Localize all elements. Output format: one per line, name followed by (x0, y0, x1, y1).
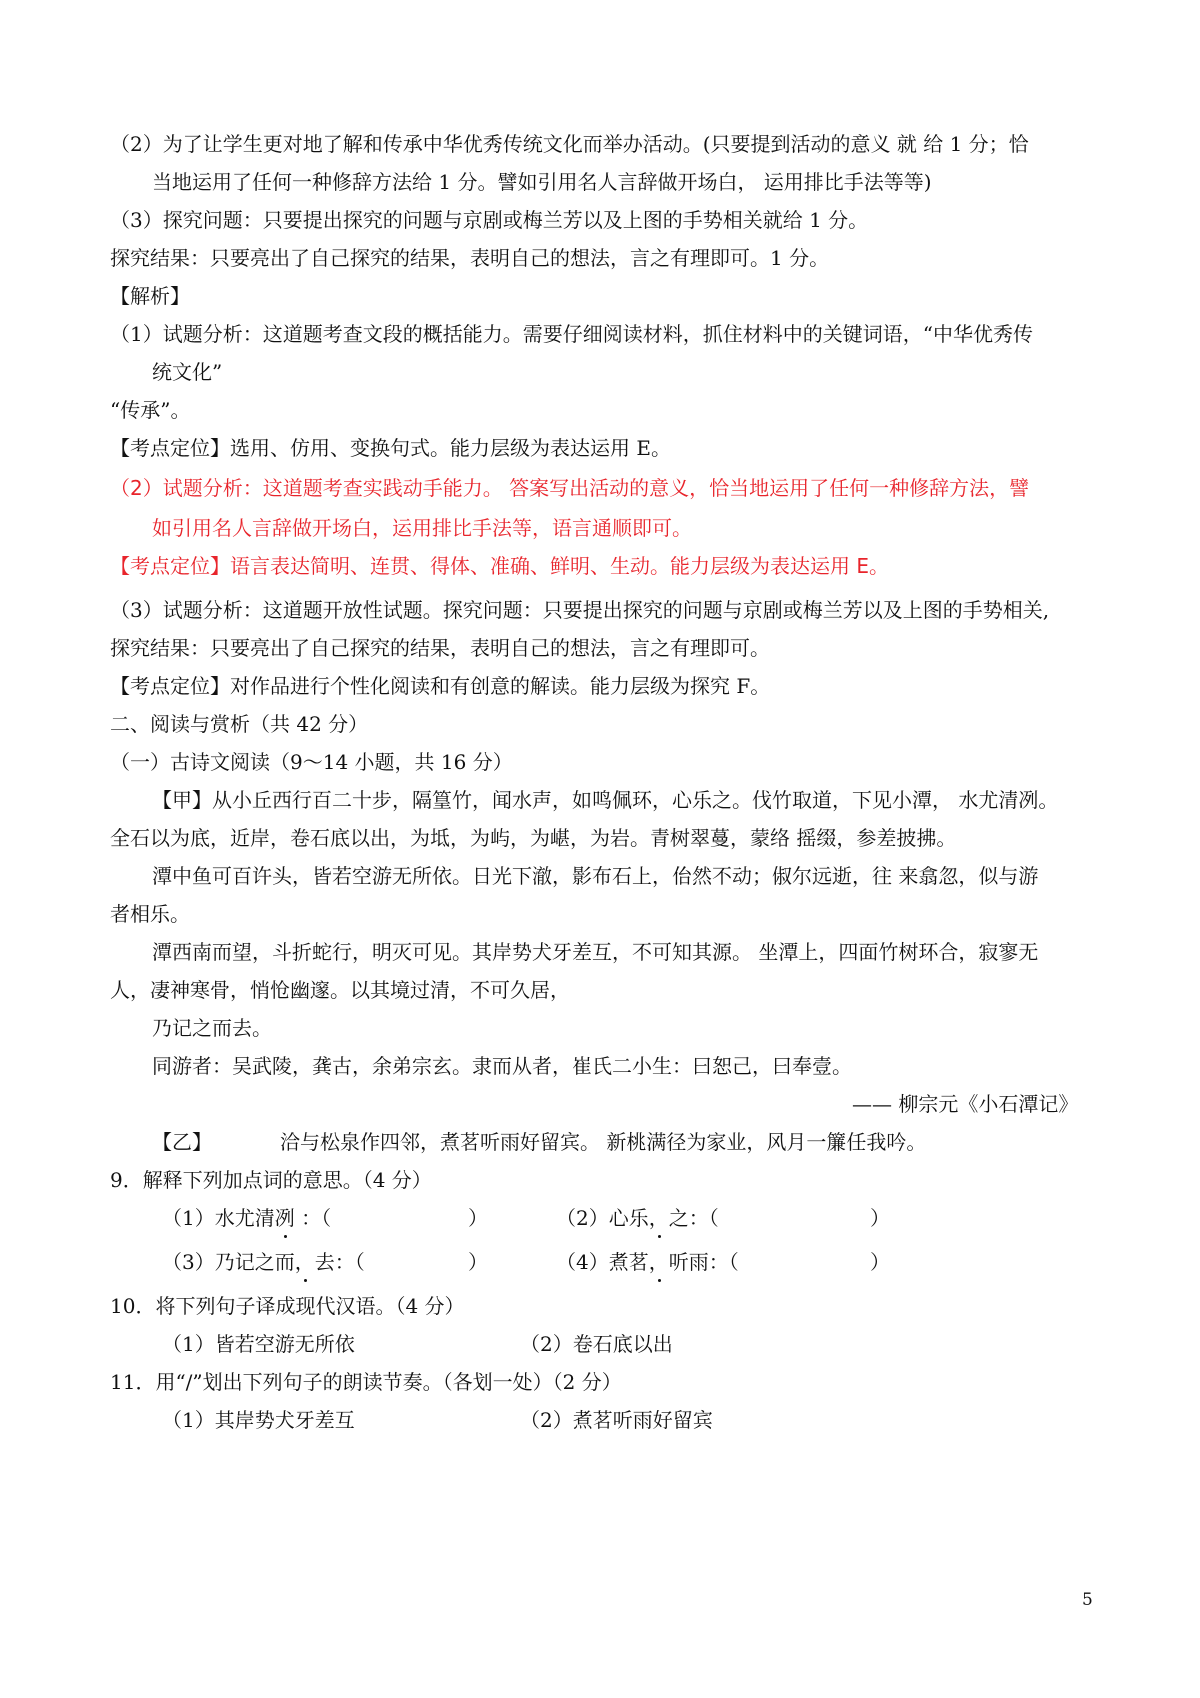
passage-jia-p4: 同游者：吴武陵，龚古，余弟宗玄。隶而从者，崔氏二小生：曰恕己，曰奉壹。 (152, 1054, 852, 1078)
q9-item-3 (162, 1248, 365, 1276)
passage-jia-p3-line-1: 潭西南而望，斗折蛇行，明灭可见。其岸势犬牙差互，不可知其源。 坐潭上，四面竹树环合，寂寥无 (152, 940, 1039, 964)
q9-item-2-dotted-mark: ， (648, 1206, 669, 1230)
q9-item-1-dotted-word: 冽 (274, 1206, 295, 1230)
passage-jia-p2-line-2: 者相乐。 (110, 902, 190, 926)
passage-jia-p3-line-3: 乃记之而去。 (152, 1016, 272, 1040)
q9-item-3-suffix: 去：（ (314, 1250, 365, 1274)
q11-item-1: （1）其岸势犬牙差互 (162, 1408, 355, 1432)
passage-jia-source: —— 柳宗元《小石潭记》 (852, 1092, 1079, 1116)
passage-yi-label: 【乙】 (152, 1130, 212, 1154)
analysis-heading: 【解析】 (110, 284, 190, 308)
q9-item-2-suffix: 之：（ (668, 1206, 719, 1230)
q9-item-1-prefix: （1）水尤清 (162, 1206, 275, 1230)
q10-item-1: （1）皆若空游无所依 (162, 1332, 355, 1356)
q9-item-4-prefix: （4）煮茗 (556, 1250, 649, 1274)
analysis-q2-line-1: （2）试题分析：这道题考查实践动手能力。 答案写出活动的意义，恰当地运用了任何一种修辞方法，譬 (110, 476, 1030, 500)
q9-item-4-close: ） (870, 1250, 890, 1274)
section-2-title: 二、阅读与赏析（共 42 分） (110, 712, 369, 736)
analysis-q2-line-2: 如引用名人言辞做开场白，运用排比手法等，语言通顺即可。 (152, 516, 692, 540)
q11-item-2: （2）煮茗听雨好留宾 (520, 1408, 713, 1432)
passage-jia-p1-line-1: 【甲】从小丘西行百二十步，隔篁竹，闻水声，如鸣佩环，心乐之。伐竹取道，下见小潭， 水尤清冽。 (152, 788, 1059, 812)
q9-item-2 (556, 1204, 719, 1232)
q9-item-3-close: ） (468, 1250, 488, 1274)
q9-item-4-suffix: 听雨：（ (668, 1250, 739, 1274)
passage-jia-p1-line-2: 全石以为底，近岸，卷石底以出，为坻，为屿，为嵁，为岩。青树翠蔓，蒙络 摇缀，参差披拂。 (110, 826, 957, 850)
analysis-q3-kaodian: 【考点定位】对作品进行个性化阅读和有创意的解读。能力层级为探究 F。 (110, 674, 771, 698)
analysis-q1-line-3: “传承”。 (110, 398, 191, 422)
analysis-q3-line-2: 探究结果：只要亮出了自己探究的结果，表明自己的想法，言之有理即可。 (110, 636, 770, 660)
section-2-sub-1: （一）古诗文阅读（9～14 小题，共 16 分） (110, 750, 513, 774)
q9-item-4-dotted-mark: ， (648, 1250, 669, 1274)
q9-item-4 (556, 1248, 739, 1276)
analysis-q1-line-1: （1）试题分析：这道题考查文段的概括能力。需要仔细阅读材料，抓住材料中的关键词语，“中华优秀传 (110, 322, 1033, 346)
q9-item-3-dotted-mark: ， (294, 1250, 315, 1274)
passage-yi-text: 洽与松泉作四邻，煮茗听雨好留宾。 新桃满径为家业，风月一簾任我吟。 (280, 1130, 927, 1154)
answer-3-line-1: （3）探究问题：只要提出探究的问题与京剧或梅兰芳以及上图的手势相关就给 1 分。 (110, 208, 869, 232)
q10-title: 10．将下列句子译成现代汉语。（4 分） (110, 1294, 465, 1318)
q9-title: 9．解释下列加点词的意思。（4 分） (110, 1168, 432, 1192)
q9-item-2-prefix: （2）心乐 (556, 1206, 649, 1230)
q9-item-3-prefix: （3）乃记之而 (162, 1250, 295, 1274)
passage-jia-p2-line-1: 潭中鱼可百许头，皆若空游无所依。日光下澈，影布石上，佁然不动；俶尔远逝，往 来翕忽，似与游 (152, 864, 1039, 888)
page-number: 5 (1082, 1590, 1093, 1610)
q10-item-2: （2）卷石底以出 (520, 1332, 673, 1356)
q9-item-1-close: ） (468, 1206, 488, 1230)
analysis-q2-kaodian: 【考点定位】语言表达简明、连贯、得体、准确、鲜明、生动。能力层级为表达运用 E。 (110, 554, 889, 578)
passage-jia-p3-line-2: 人，凄神寒骨，悄怆幽邃。以其境过清，不可久居， (110, 978, 570, 1002)
analysis-q3-line-1: （3）试题分析：这道题开放性试题。探究问题：只要提出探究的问题与京剧或梅兰芳以及上图的手势相关, (110, 598, 1050, 622)
analysis-q1-kaodian: 【考点定位】选用、仿用、变换句式。能力层级为表达运用 E。 (110, 436, 671, 460)
answer-2-line-1: （2）为了让学生更对地了解和传承中华优秀传统文化而举办活动。(只要提到活动的意义 就 给 1 分；恰 (110, 132, 1029, 156)
answer-3-line-2: 探究结果：只要亮出了自己探究的结果，表明自己的想法，言之有理即可。1 分。 (110, 246, 830, 270)
q9-item-1 (162, 1204, 331, 1232)
q9-item-2-close: ） (870, 1206, 890, 1230)
q9-item-1-suffix: ：（ (294, 1206, 332, 1230)
q11-title: 11．用“/”划出下列句子的朗读节奏。（各划一处）（2 分） (110, 1370, 622, 1394)
analysis-q1-line-2: 统文化” (152, 360, 223, 384)
answer-2-line-2: 当地运用了任何一种修辞方法给 1 分。譬如引用名人言辞做开场白， 运用排比手法等等) (152, 170, 932, 194)
